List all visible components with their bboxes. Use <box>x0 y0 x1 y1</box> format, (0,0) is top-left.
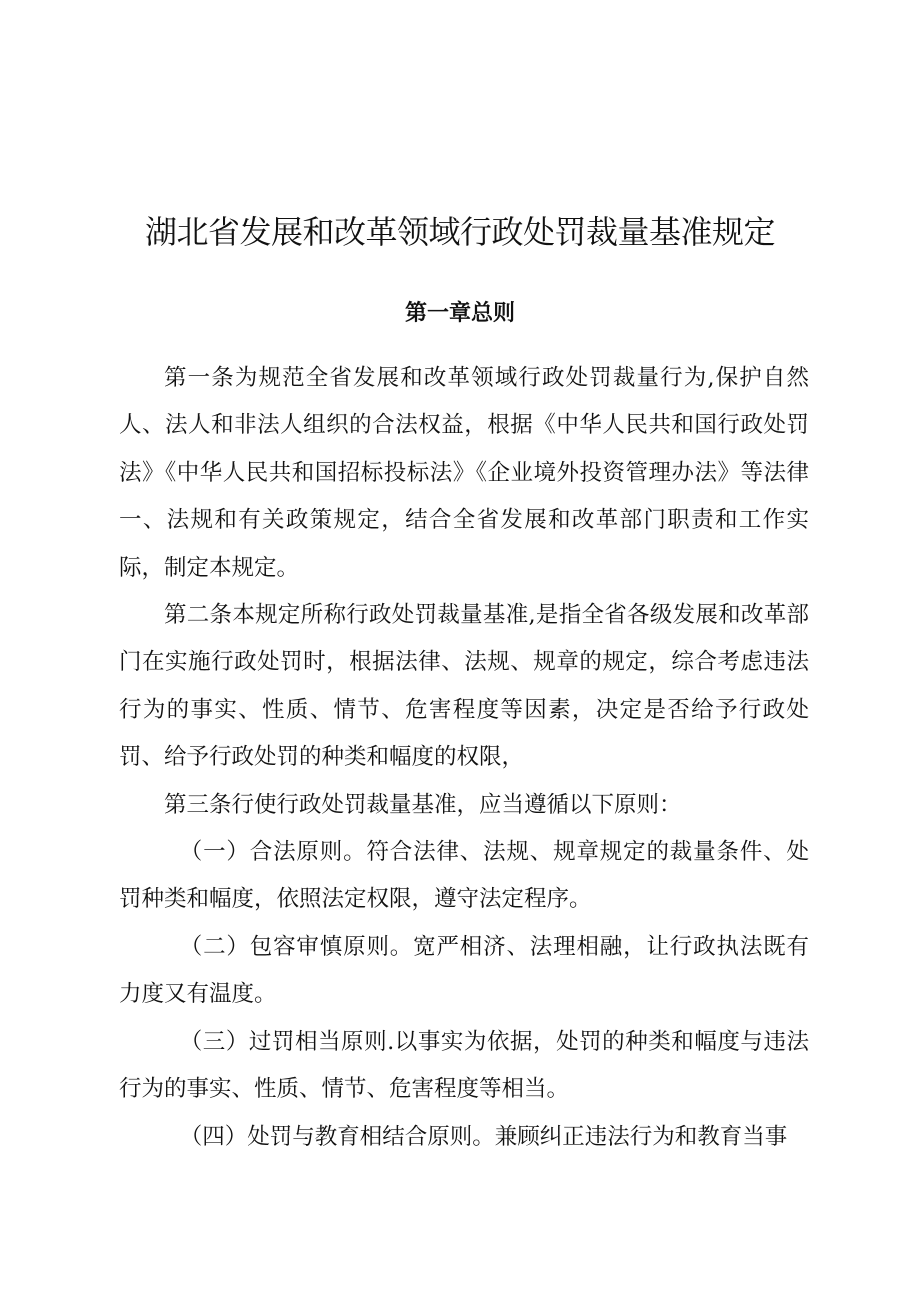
paragraph-principle-2: （二）包容审慎原则。宽严相济、法理相融，让行政执法既有力度又有温度。 <box>119 933 809 1008</box>
paragraph-principle-3: （三）过罚相当原则.以事实为依据，处罚的种类和幅度与违法行为的事实、性质、情节、危害程度等相当。 <box>119 1028 809 1103</box>
document-body <box>119 355 809 1161</box>
paragraph-article-2: 第二条本规定所称行政处罚裁量基准,是指全省各级发展和改革部门在实施行政处罚时，根据法律、法规、规章的规定，综合考虑违法行为的事实、性质、情节、危害程度等因素，决定是否给予行政处罚、给予行政处罚的种类和幅度的权限， <box>119 602 809 771</box>
paragraph-principle-4: （四）处罚与教育相结合原则。兼顾纠正违法行为和教育当事 <box>179 1123 788 1150</box>
paragraph-principle-1: （一）合法原则。符合法律、法规、规章规定的裁量条件、处罚种类和幅度，依照法定权限，遵守法定程序。 <box>119 839 809 913</box>
paragraph-article-3: 第三条行使行政处罚裁量基准，应当遵循以下原则： <box>164 791 682 818</box>
paragraph-article-1: 第一条为规范全省发展和改革领域行政处罚裁量行为,保护自然人、法人和非法人组织的合法权益，根据《中华人民共和国行政处罚法》《中华人民共和国招标投标法》《企业境外投资管理办法》等法律一、法规和有关政策规定，结合全省发展和改革部门职责和工作实际，制定本规定。 <box>119 365 809 581</box>
document-title: 湖北省发展和改革领域行政处罚裁量基准规定 <box>144 213 775 251</box>
chapter-heading: 第一章总则 <box>404 301 515 326</box>
